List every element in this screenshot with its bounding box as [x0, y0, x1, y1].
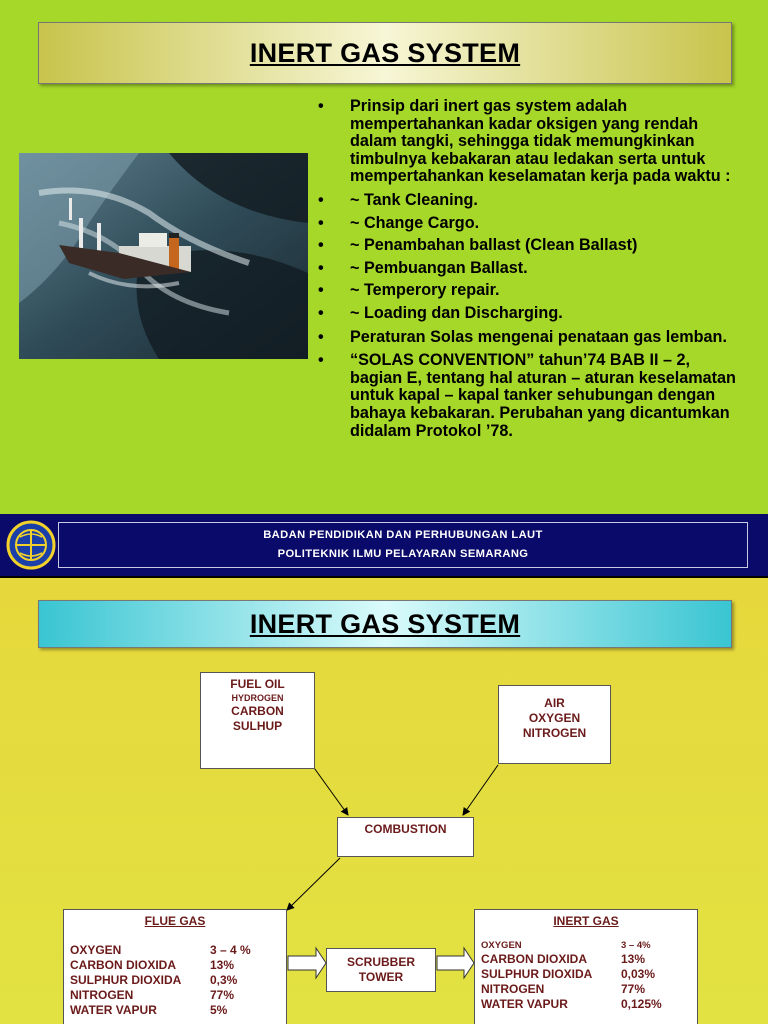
- fuel-oil-box: [200, 672, 315, 769]
- list-item: [70, 1003, 280, 1018]
- bullet-item: • ~ Pembuangan Ballast.: [318, 260, 743, 278]
- bullet-item: • “SOLAS CONVENTION” tahun’74 BAB II – 2, bagian E, tentang hal aturan – aturan keselamatan untuk kapal – kapal tanker sehubungan dengan bahaya kebakaran. Perubahan yang dicantumkan didalam Protokol ’78.: [318, 352, 743, 440]
- component-name: SULPHUR DIOXIDA: [70, 973, 182, 987]
- nitrogen-label: NITROGEN: [522, 726, 587, 740]
- component-name: NITROGEN: [70, 988, 134, 1002]
- fuel-oil-label: FUEL OIL: [230, 677, 285, 691]
- scrubber-to-inert-arrow: [437, 948, 474, 978]
- list-item: [481, 939, 691, 952]
- slide-title: INERT GAS SYSTEM: [249, 37, 521, 68]
- institution-logo-icon: [5, 519, 57, 571]
- component-value: 0,03%: [621, 967, 656, 981]
- bullet-item: • ~ Penambahan ballast (Clean Ballast): [318, 237, 743, 255]
- flue-gas-box: [63, 909, 287, 1024]
- component-name: NITROGEN: [481, 982, 545, 996]
- list-item: [70, 988, 280, 1003]
- inert-gas-list: [475, 939, 697, 1012]
- component-value: 13%: [621, 952, 646, 966]
- bullet-list: [318, 98, 743, 446]
- component-value: 0,3%: [210, 973, 238, 987]
- flue-to-scrubber-arrow: [288, 948, 326, 978]
- component-value: 77%: [621, 982, 646, 996]
- component-value: 0,125%: [621, 997, 662, 1011]
- footer-line-2: POLITEKNIK ILMU PELAYARAN SEMARANG: [277, 548, 529, 560]
- component-name: WATER VAPUR: [70, 1003, 157, 1017]
- scrubber-tower-box: [326, 948, 436, 992]
- combustion-label: COMBUSTION: [364, 822, 447, 836]
- carbon-label: CARBON: [231, 704, 284, 718]
- title-banner: [38, 22, 732, 84]
- bullet-item: • ~ Change Cargo.: [318, 215, 743, 233]
- bullet-item: • ~ Tank Cleaning.: [318, 192, 743, 210]
- tanker-ship-photo: [19, 153, 308, 359]
- component-value: 3 – 4%: [621, 940, 651, 951]
- list-item: [481, 967, 691, 982]
- air-label: AIR: [544, 696, 565, 710]
- list-item: [70, 943, 280, 958]
- hydrogen-label: HYDROGEN: [231, 693, 284, 703]
- component-name: CARBON DIOXIDA: [481, 952, 588, 966]
- tower-label: TOWER: [358, 970, 404, 984]
- combustion-box: [337, 817, 474, 857]
- flue-gas-list: [64, 943, 286, 1018]
- list-item: [70, 973, 280, 988]
- combustion-to-flue-arrow: [287, 858, 340, 910]
- slide-2: [0, 578, 768, 1024]
- bullet-item: • Peraturan Solas mengenai penataan gas lemban.: [318, 329, 743, 347]
- bullet-item: • ~ Loading dan Discharging.: [318, 305, 743, 323]
- footer-text-box: [58, 522, 748, 568]
- list-item: [481, 982, 691, 997]
- component-value: 77%: [210, 988, 235, 1002]
- bullet-item: • Prinsip dari inert gas system adalah mempertahankan kadar oksigen yang rendah dalam tangki, sehingga tidak memungkinkan timbulnya kebakaran atau ledakan serta untuk mempertahankan keselamatan kerja pada waktu :: [318, 98, 743, 186]
- component-name: SULPHUR DIOXIDA: [481, 967, 593, 981]
- component-name: OXYGEN: [481, 940, 522, 951]
- list-item: [70, 958, 280, 973]
- component-name: OXYGEN: [70, 943, 122, 957]
- component-name: WATER VAPUR: [481, 997, 568, 1011]
- list-item: [481, 952, 691, 967]
- list-item: [481, 997, 691, 1012]
- inert-gas-box: [474, 909, 698, 1024]
- footer-line-1: BADAN PENDIDIKAN DAN PERHUBUNGAN LAUT: [263, 529, 543, 541]
- scrubber-label: SCRUBBER: [346, 955, 415, 969]
- oxygen-label: OXYGEN: [528, 711, 581, 725]
- bullet-item: • ~ Temperory repair.: [318, 282, 743, 300]
- inert-gas-title: INERT GAS: [553, 914, 619, 928]
- component-name: CARBON DIOXIDA: [70, 958, 177, 972]
- air-to-combustion-arrow: [463, 765, 498, 815]
- component-value: 5%: [210, 1003, 228, 1017]
- fuel-to-combustion-arrow: [312, 765, 348, 815]
- sulhup-label: SULHUP: [232, 719, 283, 733]
- component-value: 3 – 4 %: [210, 943, 251, 957]
- institution-footer: [0, 514, 768, 576]
- slide-title-2: INERT GAS SYSTEM: [249, 608, 521, 639]
- flue-gas-title: FLUE GAS: [144, 914, 206, 928]
- component-value: 13%: [210, 958, 235, 972]
- air-box: [498, 685, 611, 764]
